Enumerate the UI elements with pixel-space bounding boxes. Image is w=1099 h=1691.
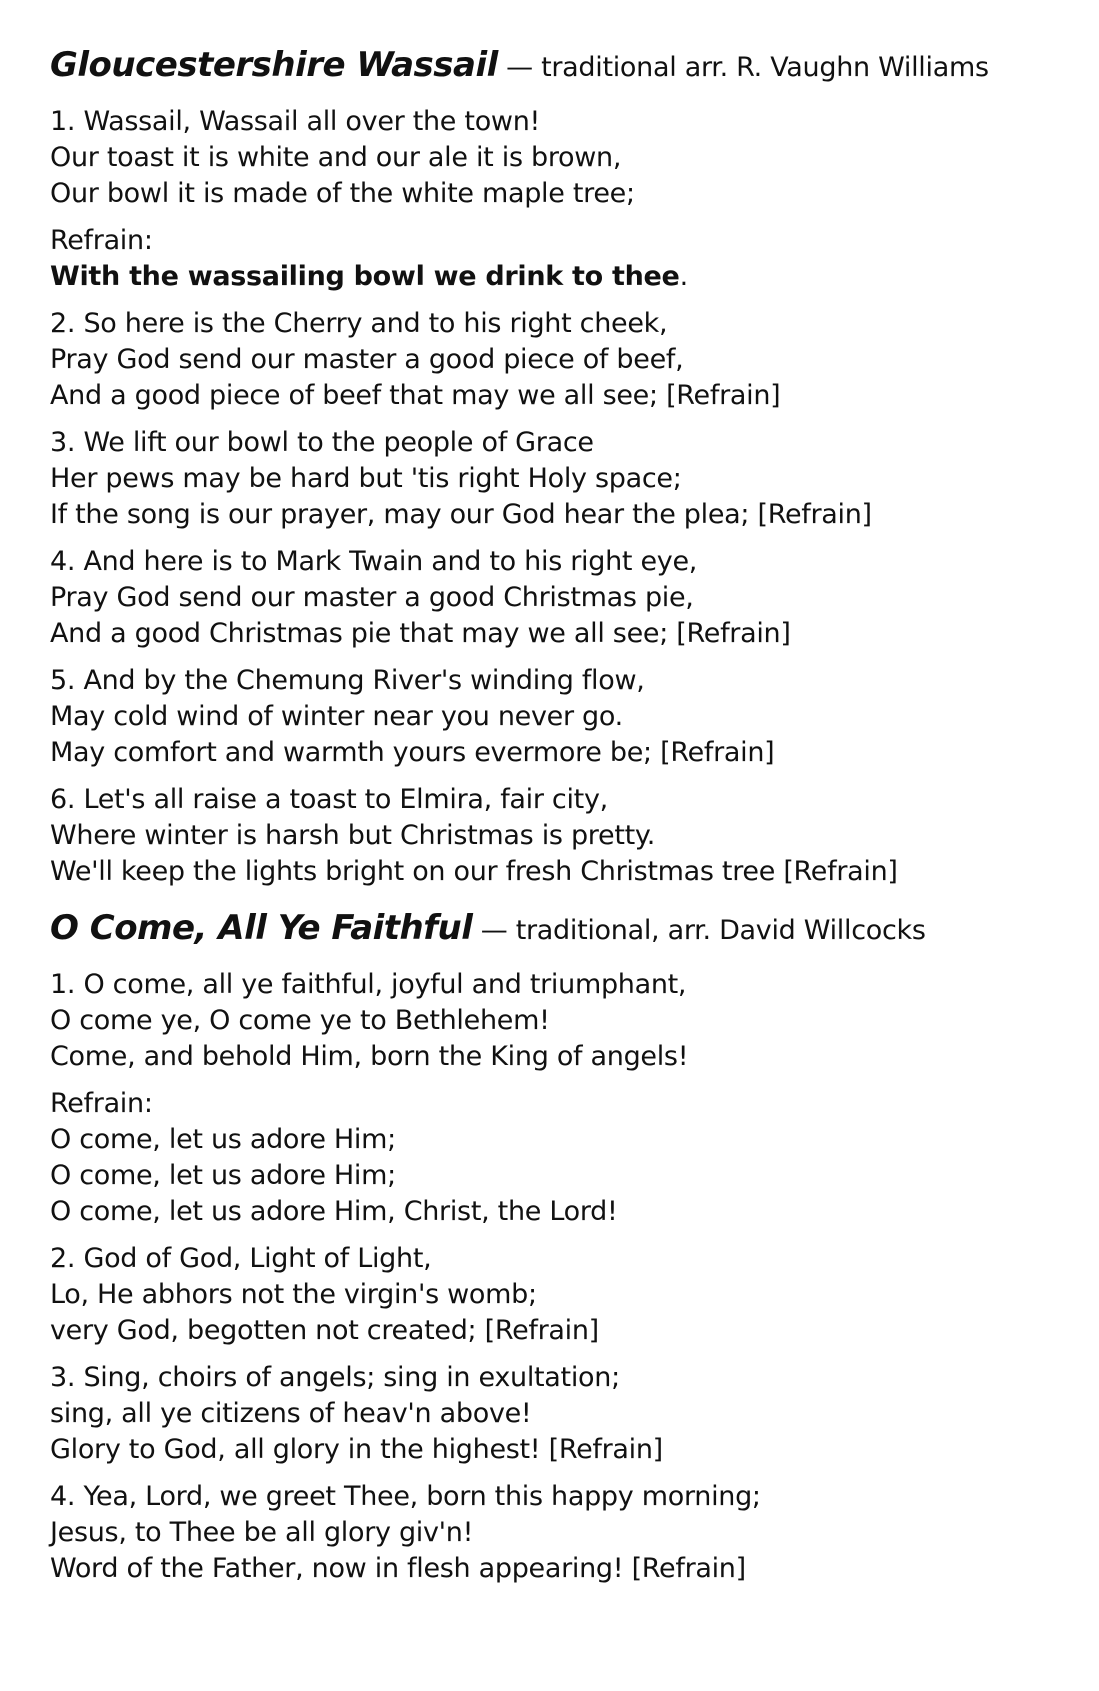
lyrics-page: [50, 40, 1070, 1587]
lyric-line: 3. Sing, choirs of angels; sing in exultation;: [50, 1362, 620, 1393]
song-o-come-all-ye-faithful: [50, 903, 1070, 1587]
verse-2: [50, 1241, 1070, 1349]
refrain-label: Refrain:: [50, 225, 153, 256]
refrain-bold-text: With the wassailing bowl we drink to thee: [50, 261, 680, 292]
lyric-line: May cold wind of winter near you never go.: [50, 701, 623, 732]
lyric-line: Come, and behold Him, born the King of angels!: [50, 1041, 689, 1072]
lyric-line: Our bowl it is made of the white maple tree;: [50, 178, 635, 209]
song-gloucestershire-wassail: [50, 40, 1070, 890]
verse-4: [50, 1479, 1070, 1587]
lyric-line: Glory to God, all glory in the highest! [Refrain]: [50, 1434, 663, 1465]
refrain-line: [50, 259, 1070, 295]
refrain-line: O come, let us adore Him;: [50, 1124, 396, 1155]
verse-3: [50, 1360, 1070, 1468]
refrain-block: [50, 1086, 1070, 1230]
refrain-line: O come, let us adore Him;: [50, 1160, 396, 1191]
lyric-line: O come ye, O come ye to Bethlehem!: [50, 1005, 550, 1036]
lyric-line: 4. And here is to Mark Twain and to his right eye,: [50, 546, 698, 577]
verse-1: [50, 104, 1070, 212]
lyric-line: Where winter is harsh but Christmas is pretty.: [50, 820, 655, 851]
song-credit: — traditional arr. R. Vaughn Williams: [506, 52, 989, 83]
lyric-line: May comfort and warmth yours evermore be; [Refrain]: [50, 737, 775, 768]
refrain-line: O come, let us adore Him, Christ, the Lord!: [50, 1196, 618, 1227]
lyric-line: Pray God send our master a good piece of beef,: [50, 344, 684, 375]
lyric-line: sing, all ye citizens of heav'n above!: [50, 1398, 532, 1429]
lyric-line: Pray God send our master a good Christmas pie,: [50, 582, 694, 613]
lyric-line: And a good Christmas pie that may we all see; [Refrain]: [50, 618, 791, 649]
lyric-line: 3. We lift our bowl to the people of Grace: [50, 427, 594, 458]
verse-3: [50, 425, 1070, 533]
lyric-line: Our toast it is white and our ale it is brown,: [50, 142, 622, 173]
lyric-line: very God, begotten not created; [Refrain]: [50, 1315, 599, 1346]
refrain-punctuation: .: [679, 261, 688, 292]
lyric-line: 2. God of God, Light of Light,: [50, 1243, 432, 1274]
lyric-line: 5. And by the Chemung River's winding flow,: [50, 665, 645, 696]
lyric-line: 6. Let's all raise a toast to Elmira, fair city,: [50, 784, 608, 815]
lyric-line: 2. So here is the Cherry and to his right cheek,: [50, 308, 668, 339]
lyric-line: 1. O come, all ye faithful, joyful and triumphant,: [50, 969, 687, 1000]
lyric-line: 4. Yea, Lord, we greet Thee, born this happy morning;: [50, 1481, 761, 1512]
song-credit: — traditional, arr. David Willcocks: [480, 915, 926, 946]
song-header: [50, 40, 1070, 93]
lyric-line: We'll keep the lights bright on our fresh Christmas tree [Refrain]: [50, 856, 898, 887]
lyric-line: Jesus, to Thee be all glory giv'n!: [50, 1517, 474, 1548]
verse-6: [50, 782, 1070, 890]
verse-2: [50, 306, 1070, 414]
song-title: Gloucestershire Wassail: [50, 45, 498, 85]
verse-5: [50, 663, 1070, 771]
song-header: [50, 903, 1070, 956]
lyric-line: Her pews may be hard but 'tis right Holy space;: [50, 463, 682, 494]
lyric-line: 1. Wassail, Wassail all over the town!: [50, 106, 541, 137]
song-title: O Come, All Ye Faithful: [50, 908, 473, 948]
verse-4: [50, 544, 1070, 652]
refrain-block: [50, 223, 1070, 295]
verse-1: [50, 967, 1070, 1075]
lyric-line: Word of the Father, now in flesh appearing! [Refrain]: [50, 1553, 746, 1584]
lyric-line: Lo, He abhors not the virgin's womb;: [50, 1279, 537, 1310]
lyric-line: And a good piece of beef that may we all see; [Refrain]: [50, 380, 781, 411]
refrain-label: Refrain:: [50, 1088, 153, 1119]
lyric-line: If the song is our prayer, may our God hear the plea; [Refrain]: [50, 499, 872, 530]
